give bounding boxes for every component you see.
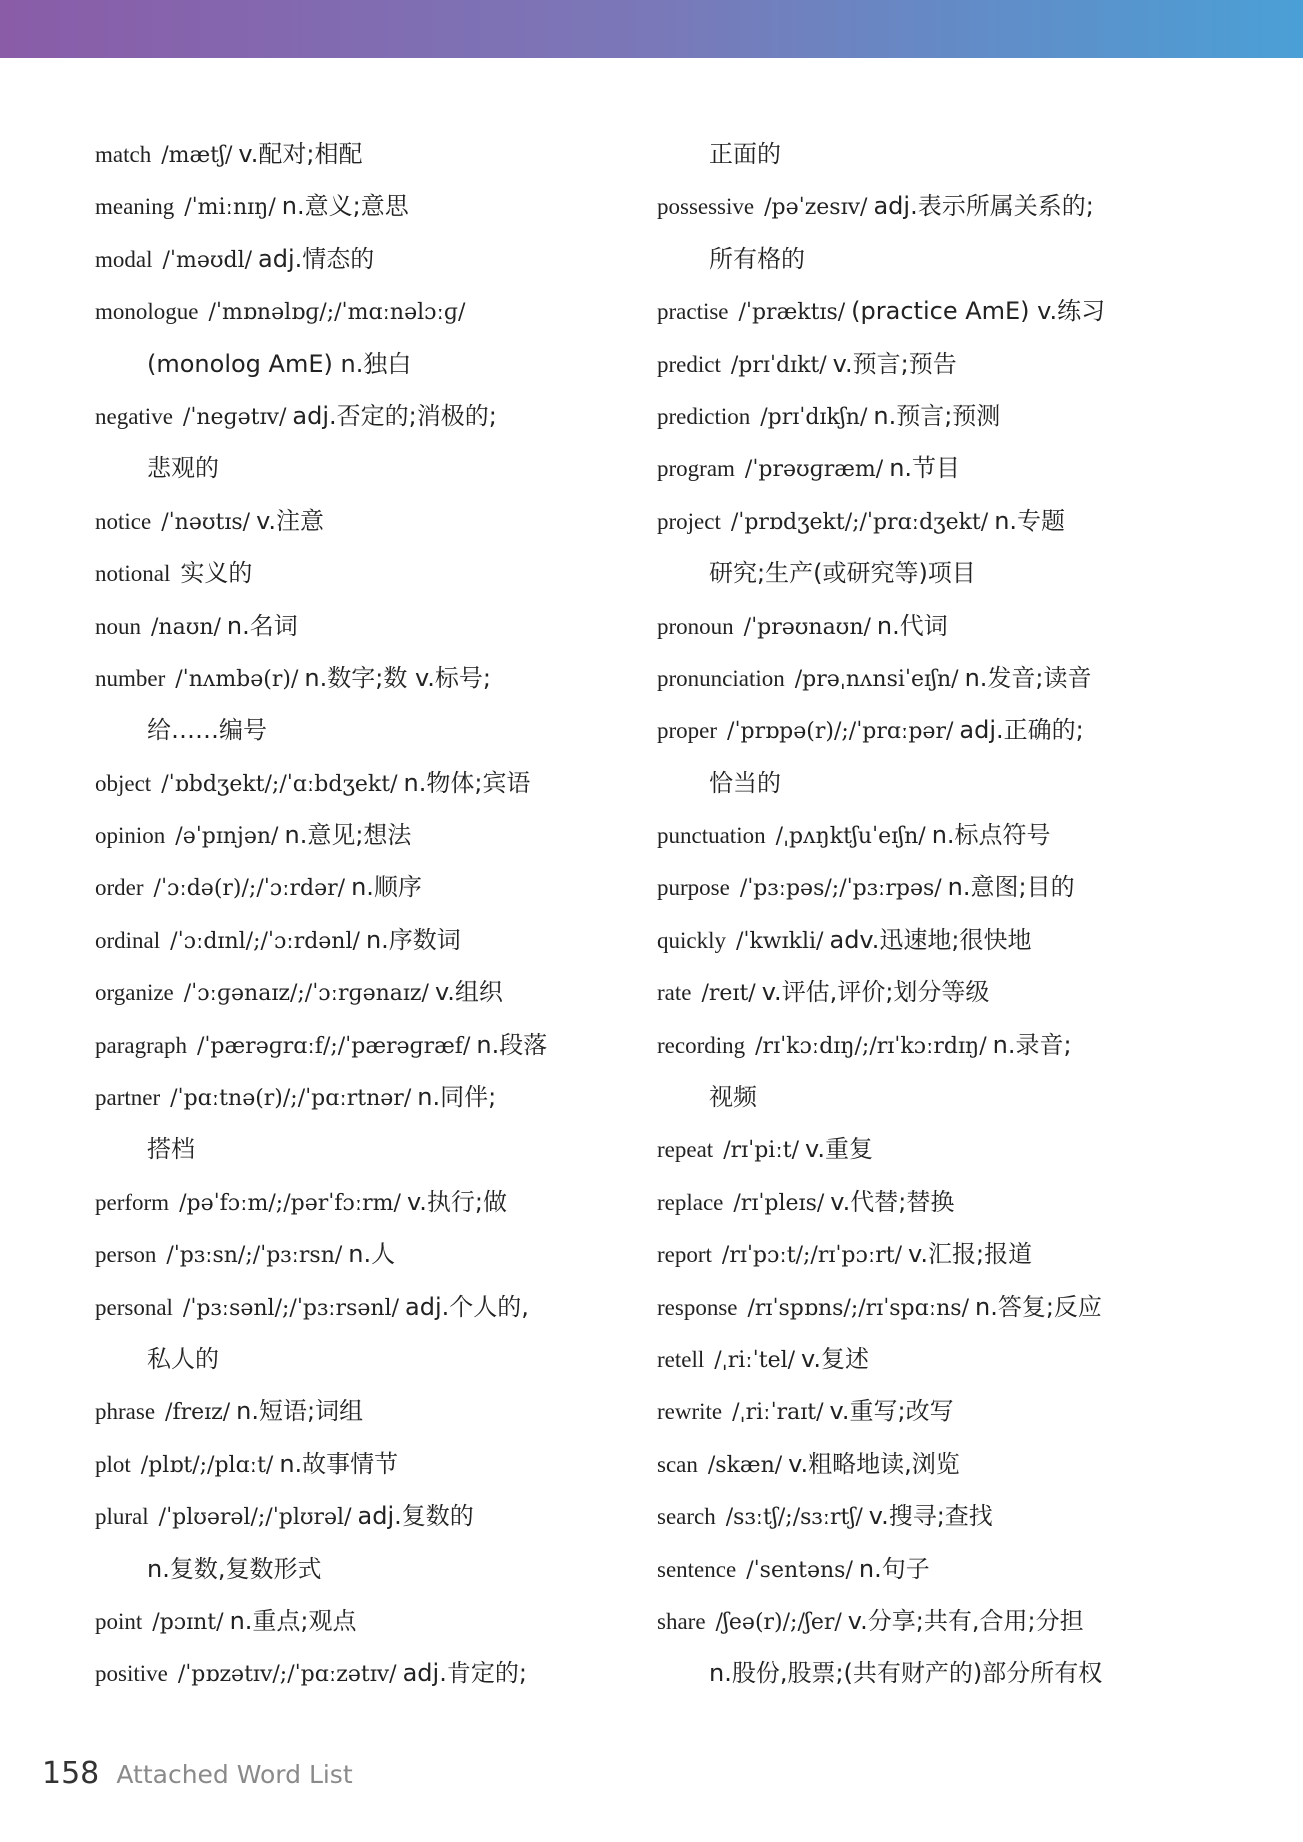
entry-pronunciation: /ˈməʊdl/: [162, 247, 253, 273]
entry-word: retell: [657, 1346, 705, 1372]
entry-word: purpose: [657, 875, 730, 901]
word-entry-continuation: [95, 1123, 655, 1175]
entry-pronunciation: /ˈpɜːsənl/;/ˈpɜːrsənl/: [182, 1295, 400, 1321]
entry-definition: v.预言;预告: [832, 349, 957, 378]
entry-definition: 给……编号: [147, 716, 267, 745]
entry-definition: v.粗略地读,浏览: [788, 1449, 960, 1478]
entry-definition: v.代替;替换: [830, 1187, 955, 1216]
word-entry-continuation: [95, 442, 655, 494]
word-entry: [95, 1647, 655, 1699]
entry-word: personal: [95, 1294, 173, 1320]
entry-word: object: [95, 770, 152, 796]
word-entry: [657, 861, 1217, 913]
entry-word: report: [657, 1242, 712, 1268]
entry-word: perform: [95, 1189, 170, 1215]
entry-definition: n.答复;反应: [975, 1292, 1102, 1321]
entry-definition: v.配对;相配: [238, 140, 363, 168]
entry-definition: adj.表示所属关系的;: [873, 192, 1094, 221]
entry-pronunciation: /prɪˈdɪkʃn/: [760, 404, 868, 430]
word-entry: [95, 861, 655, 913]
word-entry: [657, 914, 1217, 966]
entry-definition: adj.情态的: [258, 244, 375, 273]
word-entry: [95, 914, 655, 966]
entry-definition: n.标点符号: [931, 821, 1051, 850]
entry-word: practise: [657, 299, 729, 325]
entry-pronunciation: /rɪˈpɔːt/;/rɪˈpɔːrt/: [721, 1243, 903, 1269]
entry-pronunciation: /ˈplʊərəl/;/ˈplʊrəl/: [158, 1505, 352, 1531]
entry-word: notional: [95, 561, 171, 587]
word-entry: [95, 652, 655, 704]
entry-word: noun: [95, 613, 141, 639]
entry-definition: (monolog AmE) n.独白: [147, 349, 412, 378]
entry-word: paragraph: [95, 1032, 187, 1058]
entry-word: proper: [657, 718, 718, 744]
entry-pronunciation: /ˈɔːdɪnl/;/ˈɔːrdənl/: [170, 928, 360, 954]
entry-definition: adj.复数的: [357, 1502, 474, 1531]
entry-pronunciation: /ˌriːˈraɪt/: [732, 1400, 824, 1426]
word-entry: [95, 390, 655, 442]
word-entry: [657, 652, 1217, 704]
entry-pronunciation: /ˈpɜːsn/;/ˈpɜːrsn/: [166, 1243, 343, 1269]
entry-word: person: [95, 1242, 157, 1268]
entry-definition: v.组织: [434, 978, 503, 1007]
word-entry: [657, 1228, 1217, 1280]
entry-word: replace: [657, 1189, 724, 1215]
word-entry-continuation: [657, 1647, 1217, 1699]
entry-definition: v.评估,评价;划分等级: [761, 978, 990, 1007]
entry-pronunciation: /naʊn/: [151, 614, 221, 640]
header-gradient-band: [0, 0, 1303, 58]
entry-definition: v.注意: [256, 506, 325, 535]
entry-word: program: [657, 456, 735, 482]
word-entry: [95, 285, 655, 337]
entry-definition: v.搜寻;查找: [868, 1502, 993, 1531]
entry-definition: 视频: [709, 1083, 757, 1112]
entry-pronunciation: /ˈpærəɡrɑːf/;/ˈpærəɡræf/: [196, 1033, 471, 1059]
entry-word: point: [95, 1608, 143, 1634]
word-entry: [657, 1281, 1217, 1333]
entry-word: notice: [95, 508, 152, 534]
entry-pronunciation: /ˈprəʊnaʊn/: [743, 614, 871, 640]
entry-pronunciation: /ˈprɒdʒekt/;/ˈprɑːdʒekt/: [730, 509, 989, 535]
word-entry: [95, 1071, 655, 1123]
entry-definition: n.意义;意思: [281, 192, 409, 221]
word-entry: [95, 180, 655, 232]
word-entry: [657, 495, 1217, 547]
entry-pronunciation: /ʃeə(r)/;/ʃer/: [715, 1609, 842, 1635]
entry-pronunciation: /rɪˈspɒns/;/rɪˈspɑːns/: [747, 1295, 969, 1321]
word-entry: [95, 233, 655, 285]
word-entry: [95, 1019, 655, 1071]
entry-definition: n.顺序: [351, 873, 422, 902]
word-entry: [657, 1385, 1217, 1437]
entry-definition: n.意图;目的: [947, 873, 1075, 902]
entry-pronunciation: /ˈkwɪkli/: [736, 928, 824, 954]
entry-word: response: [657, 1294, 738, 1320]
entry-word: positive: [95, 1661, 168, 1687]
entry-pronunciation: /ˈnəʊtɪs/: [161, 509, 251, 535]
entry-pronunciation: /ˌriːˈtel/: [714, 1347, 796, 1373]
word-entry: [657, 180, 1217, 232]
entry-word: match: [95, 142, 152, 167]
entry-definition: n.专题: [994, 506, 1066, 535]
entry-definition: 正面的: [709, 140, 781, 168]
word-entry-continuation: [95, 1333, 655, 1385]
entry-definition: 搭档: [147, 1135, 195, 1164]
entry-word: number: [95, 665, 166, 691]
word-entry: [657, 442, 1217, 494]
word-entry: [95, 757, 655, 809]
entry-word: predict: [657, 351, 721, 377]
entry-word: plot: [95, 1451, 131, 1477]
entry-definition: n.重点;观点: [229, 1606, 357, 1635]
entry-definition: n.短语;词组: [236, 1397, 364, 1426]
entry-definition: 研究;生产(或研究等)项目: [709, 559, 976, 588]
entry-pronunciation: /ˈsentəns/: [746, 1557, 853, 1583]
word-entry-continuation: [657, 547, 1217, 599]
word-entry: [95, 600, 655, 652]
entry-pronunciation: /ˈprəʊɡræm/: [744, 457, 884, 483]
word-entry: [95, 1281, 655, 1333]
entry-pronunciation: /ˈnʌmbə(r)/: [175, 666, 299, 692]
entry-pronunciation: /pɔɪnt/: [152, 1609, 224, 1635]
entry-definition: n.意见;想法: [284, 821, 412, 850]
entry-word: monologue: [95, 299, 199, 325]
entry-word: pronunciation: [657, 665, 785, 691]
word-entry: [95, 809, 655, 861]
entry-definition: n.同伴;: [417, 1083, 497, 1112]
entry-definition: 私人的: [147, 1344, 219, 1373]
entry-word: negative: [95, 403, 173, 429]
entry-word: project: [657, 508, 721, 534]
page-footer: [42, 1754, 353, 1794]
entry-definition: n.序数词: [365, 925, 461, 954]
entry-definition: n.故事情节: [279, 1449, 399, 1478]
entry-word: partner: [95, 1085, 161, 1111]
entry-word: recording: [657, 1032, 746, 1058]
entry-pronunciation: /ˈpɒzətɪv/;/ˈpɑːzətɪv/: [177, 1662, 397, 1688]
entry-definition: n.预言;预测: [873, 401, 1001, 430]
entry-definition: v.复述: [801, 1344, 869, 1373]
entry-pronunciation: /rɪˈpleɪs/: [733, 1190, 825, 1216]
entry-definition: n.物体;宾语: [403, 768, 531, 797]
entry-definition: n.人: [348, 1240, 396, 1269]
word-entry-continuation: [657, 757, 1217, 809]
word-entry-continuation: [657, 233, 1217, 285]
entry-definition: n.代词: [876, 611, 948, 640]
entry-word: meaning: [95, 194, 175, 220]
word-entry: [657, 809, 1217, 861]
entry-definition: n.数字;数 v.标号;: [304, 663, 491, 692]
page-number: 158: [42, 1756, 100, 1791]
word-entry: [95, 1438, 655, 1490]
entry-pronunciation: /ˈpɑːtnə(r)/;/ˈpɑːrtnər/: [170, 1086, 412, 1112]
footer-section-label: Attached Word List: [116, 1760, 353, 1789]
word-entry-continuation: [657, 128, 1217, 180]
word-entry: [657, 704, 1217, 756]
entry-word: modal: [95, 246, 153, 272]
word-entry: [657, 1595, 1217, 1647]
entry-pronunciation: /rɪˈpiːt/: [723, 1138, 799, 1164]
entry-pronunciation: /ˈmiːnɪŋ/: [184, 195, 276, 221]
entry-word: sentence: [657, 1556, 737, 1582]
word-entry: [657, 1490, 1217, 1542]
word-entry-continuation: [95, 1543, 655, 1595]
entry-pronunciation: /prəˌnʌnsiˈeɪʃn/: [794, 666, 959, 692]
entry-definition: v.分享;共有,合用;分担: [847, 1606, 1084, 1635]
entry-pronunciation: /rɪˈkɔːdɪŋ/;/rɪˈkɔːrdɪŋ/: [755, 1033, 987, 1059]
entry-definition: v.重写;改写: [829, 1397, 954, 1426]
entry-definition: v.执行;做: [406, 1187, 508, 1216]
word-entry: [657, 1176, 1217, 1228]
word-entry: [95, 128, 655, 180]
entry-pronunciation: /ˈpɜːpəs/;/ˈpɜːrpəs/: [739, 876, 942, 902]
word-entry: [95, 966, 655, 1018]
word-entry-continuation: [95, 704, 655, 756]
word-entry: [95, 1490, 655, 1542]
entry-pronunciation: /pəˈfɔːm/;/pərˈfɔːrm/: [179, 1190, 401, 1216]
entry-word: search: [657, 1504, 716, 1530]
entry-definition: adj.肯定的;: [402, 1659, 527, 1688]
entry-pronunciation: /reɪt/: [701, 981, 756, 1007]
entry-pronunciation: /prɪˈdɪkt/: [730, 352, 827, 378]
entry-word: phrase: [95, 1399, 156, 1425]
word-entry: [657, 1543, 1217, 1595]
entry-pronunciation: /ˈɒbdʒekt/;/ˈɑːbdʒekt/: [161, 771, 398, 797]
entry-pronunciation: /mætʃ/: [161, 143, 233, 168]
entry-definition: n.节目: [889, 454, 961, 483]
entry-definition: adj.个人的,: [405, 1292, 529, 1321]
entry-word: prediction: [657, 403, 751, 429]
word-entry: [657, 966, 1217, 1018]
word-entry: [95, 1176, 655, 1228]
entry-definition: n.段落: [476, 1030, 548, 1059]
entry-definition: 所有格的: [709, 244, 805, 273]
entry-definition: (practice AmE) v.练习: [851, 297, 1106, 326]
entry-definition: v.汇报;报道: [908, 1240, 1033, 1269]
word-entry-continuation: [657, 1071, 1217, 1123]
entry-word: organize: [95, 980, 174, 1006]
entry-definition: n.录音;: [992, 1030, 1072, 1059]
entry-pronunciation: /sɜːtʃ/;/sɜːrtʃ/: [725, 1505, 863, 1531]
word-entry: [657, 1438, 1217, 1490]
word-list-right-column: [657, 128, 1217, 1700]
word-entry: [95, 1595, 655, 1647]
entry-word: scan: [657, 1451, 698, 1477]
word-entry: [95, 495, 655, 547]
entry-pronunciation: /ˌpʌŋktʃuˈeɪʃn/: [775, 824, 926, 850]
entry-definition: n.复数,复数形式: [147, 1554, 322, 1583]
word-entry: [657, 390, 1217, 442]
entry-word: opinion: [95, 823, 166, 849]
word-entry: [657, 1123, 1217, 1175]
entry-definition: n.名词: [226, 611, 298, 640]
entry-word: rate: [657, 980, 692, 1006]
entry-pronunciation: /ˈɔːdə(r)/;/ˈɔːrdər/: [153, 876, 346, 902]
word-entry: [657, 338, 1217, 390]
word-list-left-column: [95, 128, 655, 1700]
entry-definition: adv.迅速地;很快地: [829, 925, 1032, 954]
word-entry: [657, 1019, 1217, 1071]
entry-pronunciation: /ˈmɒnəlɒɡ/;/ˈmɑːnəlɔːɡ/: [208, 300, 466, 326]
word-entry: [657, 1333, 1217, 1385]
entry-word: order: [95, 875, 144, 901]
entry-word: share: [657, 1608, 706, 1634]
entry-pronunciation: /plɒt/;/plɑːt/: [140, 1452, 274, 1478]
entry-pronunciation: /ˈprɒpə(r)/;/ˈprɑːpər/: [727, 719, 954, 745]
entry-word: plural: [95, 1504, 149, 1530]
entry-definition: 悲观的: [147, 454, 219, 483]
entry-definition: 实义的: [180, 559, 253, 588]
entry-word: possessive: [657, 194, 755, 220]
word-entry: [95, 1385, 655, 1437]
entry-definition: adj.正确的;: [959, 716, 1084, 745]
entry-definition: n.发音;读音: [964, 663, 1092, 692]
entry-pronunciation: /pəˈzesɪv/: [764, 195, 868, 221]
entry-word: rewrite: [657, 1399, 723, 1425]
word-entry: [657, 285, 1217, 337]
entry-pronunciation: /freɪz/: [165, 1400, 231, 1426]
entry-word: punctuation: [657, 823, 766, 849]
entry-word: repeat: [657, 1137, 714, 1163]
entry-word: quickly: [657, 927, 726, 953]
word-entry: [657, 600, 1217, 652]
word-entry: [95, 547, 655, 599]
entry-definition: n.股份,股票;(共有财产的)部分所有权: [709, 1659, 1103, 1688]
entry-pronunciation: /skæn/: [707, 1452, 783, 1478]
entry-word: pronoun: [657, 613, 734, 639]
entry-pronunciation: /ˈɔːɡənaɪz/;/ˈɔːrɡənaɪz/: [183, 981, 429, 1007]
entry-pronunciation: /ˈneɡətɪv/: [182, 404, 287, 430]
entry-definition: n.句子: [858, 1554, 930, 1583]
entry-definition: 恰当的: [709, 768, 781, 797]
entry-word: ordinal: [95, 927, 161, 953]
word-entry: [95, 1228, 655, 1280]
entry-pronunciation: /əˈpɪnjən/: [175, 824, 279, 850]
entry-pronunciation: /ˈpræktɪs/: [738, 300, 846, 326]
entry-definition: adj.否定的;消极的;: [292, 401, 497, 430]
word-entry-continuation: [95, 338, 655, 390]
entry-definition: v.重复: [804, 1135, 873, 1164]
